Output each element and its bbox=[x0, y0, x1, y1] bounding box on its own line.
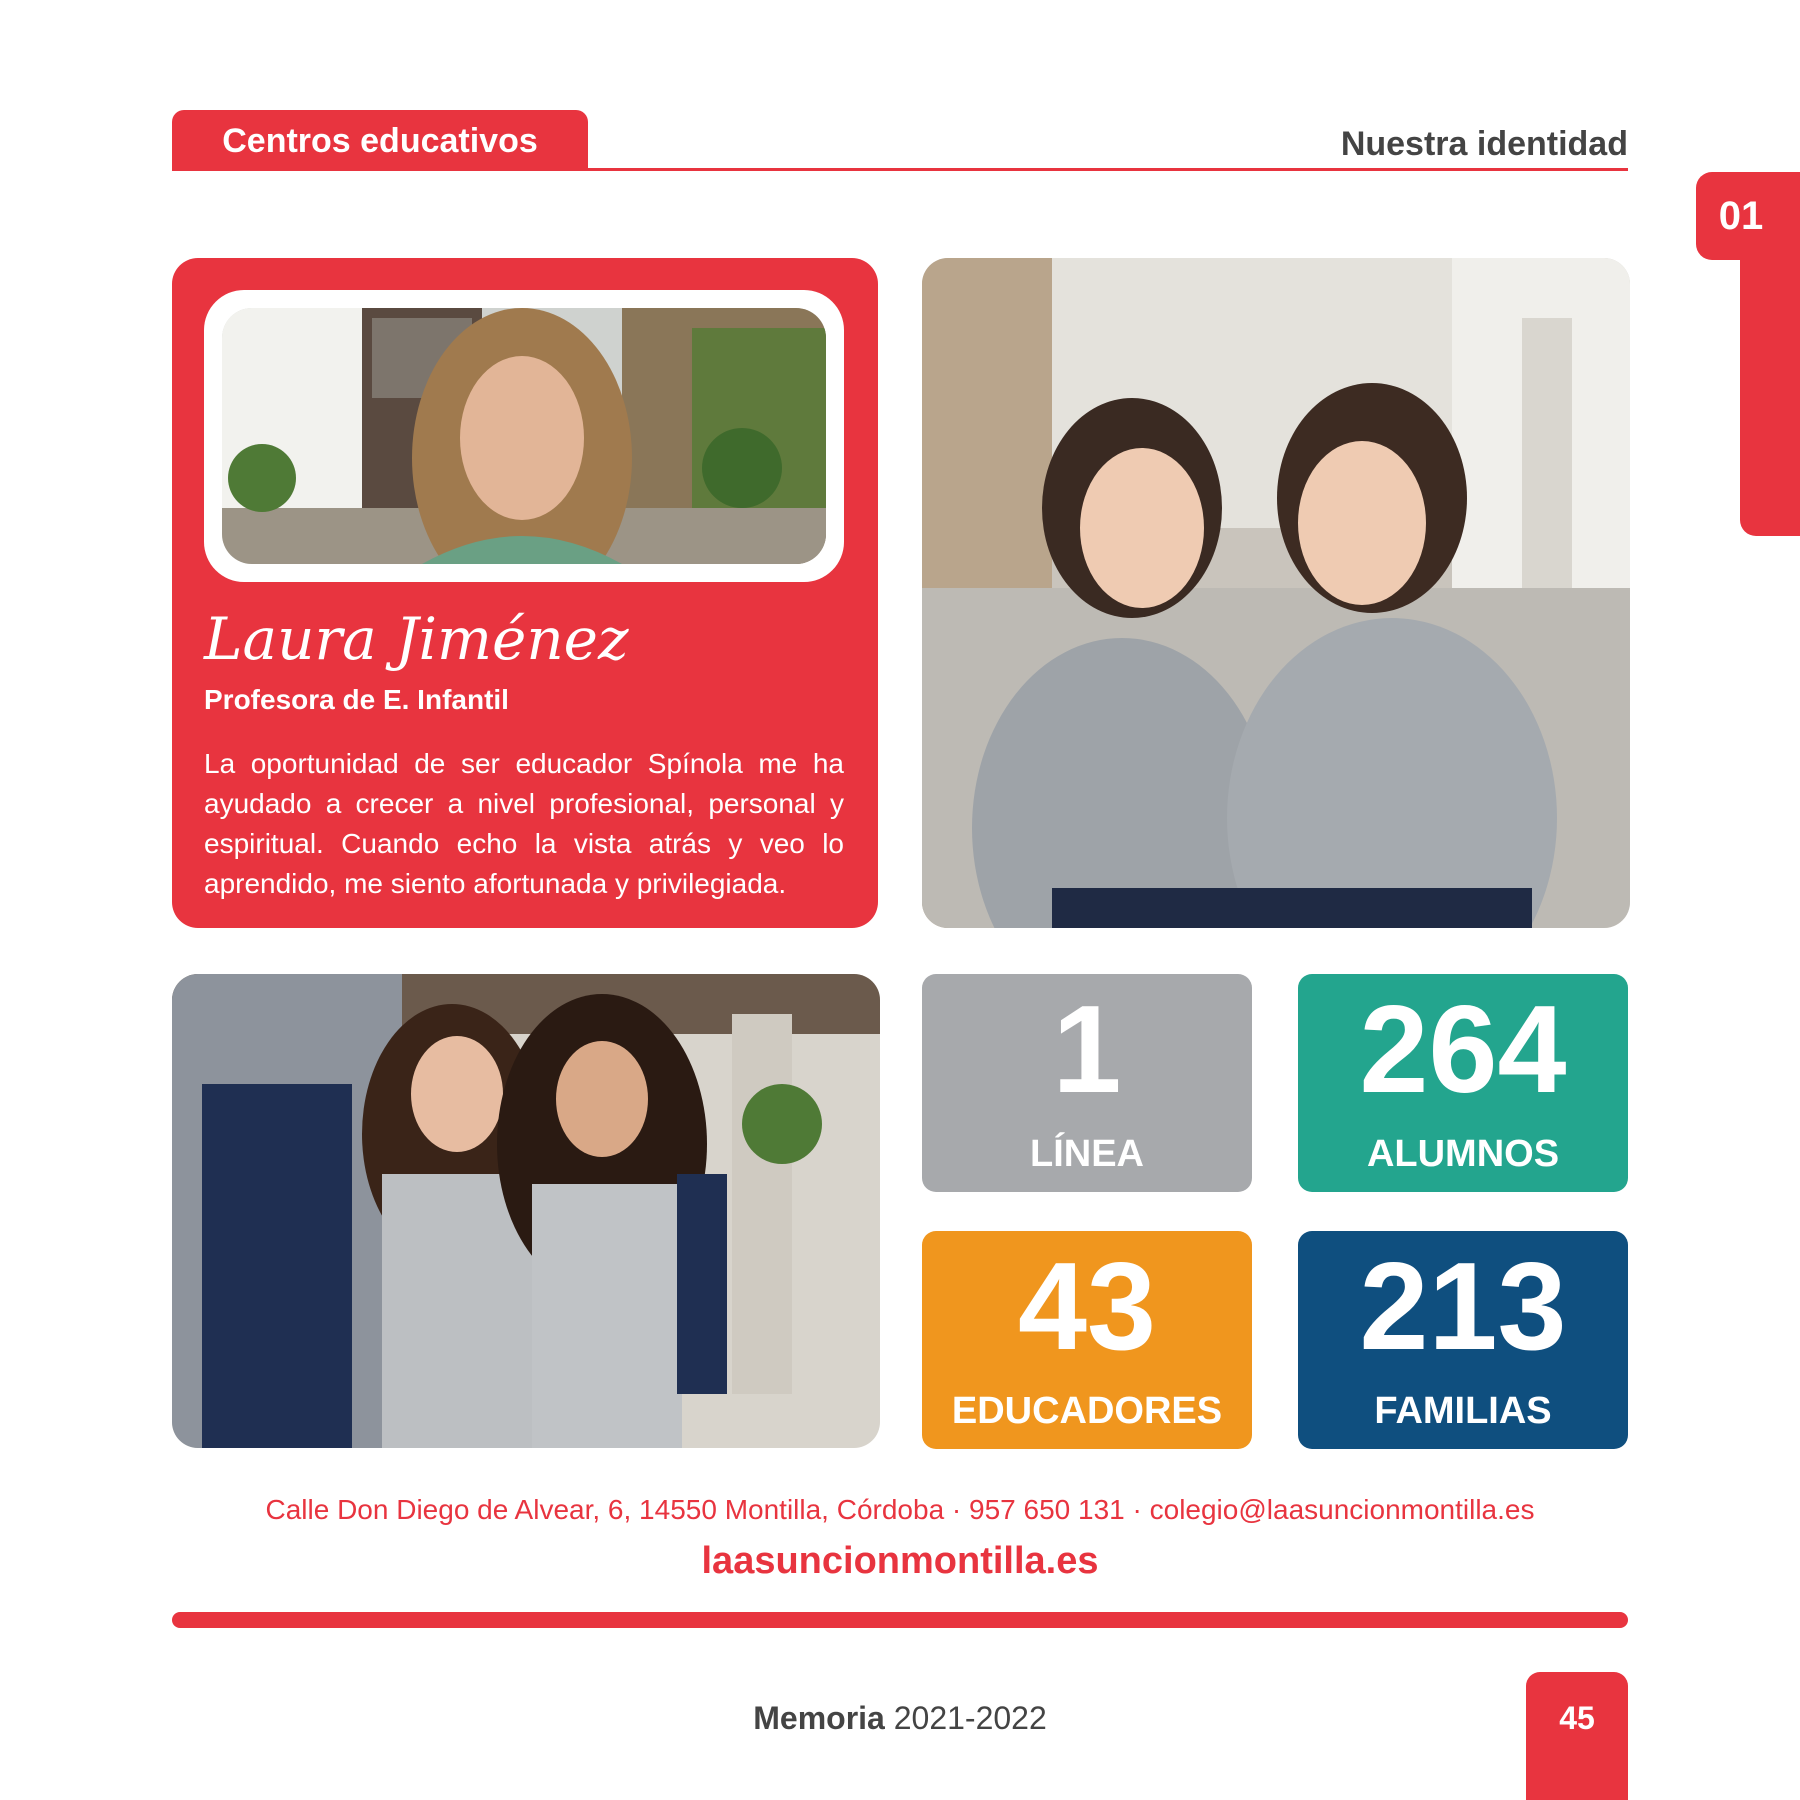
students-photo-teens bbox=[172, 974, 880, 1448]
stat-label: ALUMNOS bbox=[1366, 1133, 1560, 1175]
students-photo-girls bbox=[922, 258, 1630, 928]
report-year: 2021-2022 bbox=[893, 1700, 1047, 1736]
stat-label: EDUCADORES bbox=[951, 1390, 1223, 1432]
section-title: Nuestra identidad bbox=[1340, 125, 1628, 163]
stat-card-families bbox=[1298, 1231, 1628, 1449]
footer-divider bbox=[172, 1612, 1628, 1628]
stat-value: 1 bbox=[1052, 981, 1122, 1119]
website-link[interactable]: laasuncionmontilla.es bbox=[701, 1540, 1099, 1582]
stat-value: 213 bbox=[1359, 1238, 1567, 1376]
stat-label: FAMILIAS bbox=[1374, 1390, 1552, 1432]
page-number: 45 bbox=[1559, 1700, 1595, 1736]
stat-card-lines bbox=[922, 974, 1252, 1192]
testimonial-quote: La oportunidad de ser educador Spínola me ha ayudado a crecer a nivel profesional, personal y espiritual. Cuando echo la vista atrás y veo lo aprendido, me siento afortunada y privilegiada. bbox=[204, 748, 844, 899]
stat-value: 264 bbox=[1359, 981, 1567, 1119]
report-title-bold: Memoria bbox=[753, 1700, 885, 1736]
teacher-role: Profesora de E. Infantil bbox=[204, 684, 509, 715]
section-tab-label: Centros educativos bbox=[222, 122, 538, 160]
stat-card-educators bbox=[922, 1231, 1252, 1449]
report-title bbox=[172, 1694, 1628, 1742]
teacher-name: Laura Jiménez bbox=[204, 605, 629, 673]
stat-label: LÍNEA bbox=[1030, 1133, 1144, 1175]
teacher-portrait-photo bbox=[222, 308, 826, 564]
chapter-number: 01 bbox=[1718, 194, 1764, 238]
header-divider bbox=[172, 168, 1628, 171]
stat-value: 43 bbox=[1018, 1238, 1156, 1376]
contact-address: Calle Don Diego de Alvear, 6, 14550 Montilla, Córdoba · 957 650 131 · colegio@laasuncionmontilla.es bbox=[265, 1494, 1535, 1525]
stat-card-students bbox=[1298, 974, 1628, 1192]
